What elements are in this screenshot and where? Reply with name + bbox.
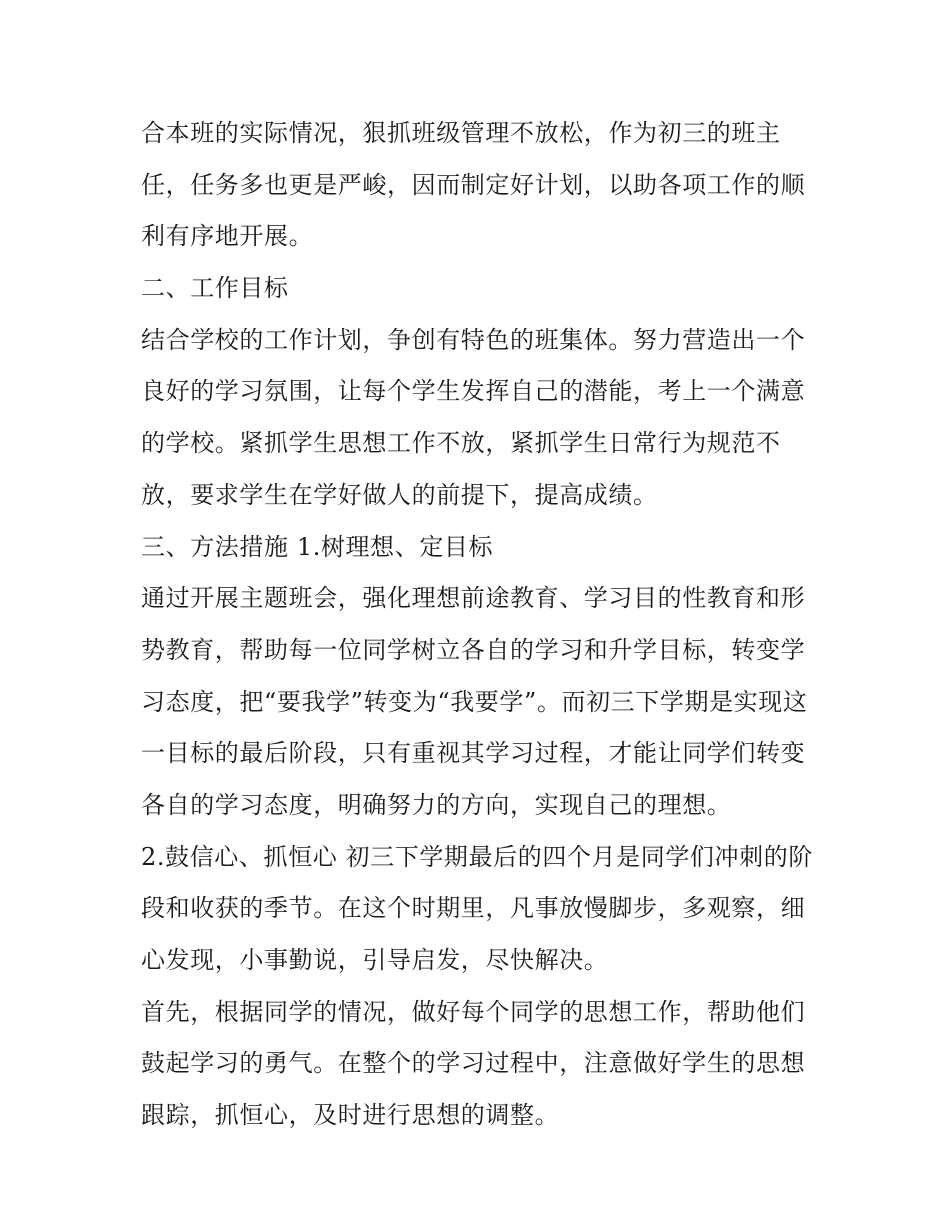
text-line: 利有序地开展。 [141,222,314,251]
text-line: 段和收获的季节。在这个时期里，凡事放慢脚步，多观察，细 [141,894,806,923]
section-heading-goals: 二、工作目标 [141,274,289,303]
text-line: 首先，根据同学的情况，做好每个同学的思想工作，帮助他们 [141,997,806,1026]
document-body [141,108,821,1142]
text-line: 的学校。紧抓学生思想工作不放，紧抓学生日常行为规范不 [141,429,781,458]
section-heading-methods: 三、方法措施 1.树理想、定目标 [141,532,494,561]
text-line: 任，任务多也更是严峻，因而制定好计划，以助各项工作的顺 [141,170,806,199]
text-line: 心发现，小事勤说，引导启发，尽快解决。 [141,946,609,974]
text-line: 放，要求学生在学好做人的前提下，提高成绩。 [141,480,658,509]
text-line: 习态度，把“要我学”转变为“我要学”。而初三下学期是实现这 [141,687,808,716]
text-line: 鼓起学习的勇气。在整个的学习过程中，注意做好学生的思想 [141,1049,806,1078]
text-line: 跟踪，抓恒心，及时进行思想的调整。 [141,1101,560,1130]
text-line: 2.鼓信心、抓恒心 初三下学期最后的四个月是同学们冲刺的阶 [141,842,813,871]
text-line: 各自的学习态度，明确努力的方向，实现自己的理想。 [141,790,732,819]
text-line: 势教育，帮助每一位同学树立各自的学习和升学目标，转变学 [141,635,806,664]
text-line: 良好的学习氛围，让每个学生发挥自己的潜能，考上一个满意 [141,377,806,406]
text-line: 一目标的最后阶段，只有重视其学习过程，才能让同学们转变 [141,739,806,768]
text-line: 合本班的实际情况，狠抓班级管理不放松，作为初三的班主 [141,119,781,147]
text-line: 结合学校的工作计划，争创有特色的班集体。努力营造出一个 [141,325,806,354]
text-line: 通过开展主题班会，强化理想前途教育、学习目的性教育和形 [141,584,806,613]
